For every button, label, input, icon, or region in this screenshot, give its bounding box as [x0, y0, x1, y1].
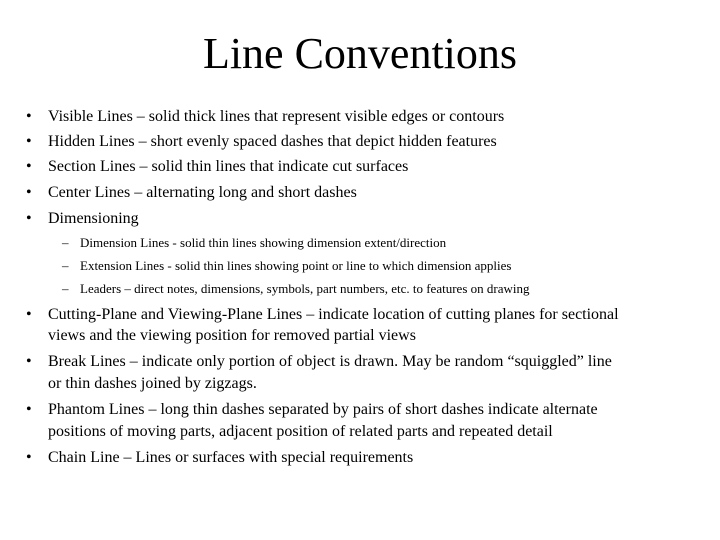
sub-list-item-text: Dimension Lines - solid thin lines showing dimension extent/direction — [80, 235, 447, 250]
dash-icon: – — [62, 235, 69, 250]
bullet-icon: • — [26, 306, 32, 323]
dash-icon: – — [62, 258, 69, 273]
list-item-text: Center Lines – alternating long and short dashes — [48, 184, 357, 201]
list-item-text-line1: Cutting-Plane and Viewing-Plane Lines – indicate location of cutting planes for sectional — [48, 306, 619, 323]
list-item-text-line2: views and the viewing position for removed partial views — [48, 327, 416, 344]
list-item-text-line1: Break Lines – indicate only portion of object is drawn. May be random “squiggled” line — [48, 353, 612, 370]
bullet-icon: • — [26, 158, 32, 175]
bullet-icon: • — [26, 210, 32, 227]
bullet-icon: • — [26, 353, 32, 370]
sub-list-item-text: Extension Lines - solid thin lines showing point or line to which dimension applies — [80, 258, 512, 273]
list-item-text-line2: positions of moving parts, adjacent position of related parts and repeated detail — [48, 423, 553, 440]
list-item-text: Dimensioning — [48, 210, 139, 227]
bullet-icon: • — [26, 133, 32, 150]
bullet-icon: • — [26, 108, 32, 125]
list-item-text: Section Lines – solid thin lines that indicate cut surfaces — [48, 158, 409, 175]
list-item-text: Chain Line – Lines or surfaces with special requirements — [48, 449, 414, 466]
slide-title: Line Conventions — [202, 29, 518, 78]
list-item-text: Visible Lines – solid thick lines that represent visible edges or contours — [48, 108, 505, 125]
list-item-text: Hidden Lines – short evenly spaced dashes that depict hidden features — [48, 133, 497, 150]
list-item-text-line2: or thin dashes joined by zigzags. — [48, 375, 257, 392]
sub-list-item-text: Leaders – direct notes, dimensions, symbols, part numbers, etc. to features on drawing — [80, 281, 530, 296]
dash-icon: – — [62, 281, 69, 296]
list-item-text-line1: Phantom Lines – long thin dashes separated by pairs of short dashes indicate alternate — [48, 401, 598, 418]
bullet-icon: • — [26, 401, 32, 418]
bullet-icon: • — [26, 184, 32, 201]
bullet-icon: • — [26, 449, 32, 466]
